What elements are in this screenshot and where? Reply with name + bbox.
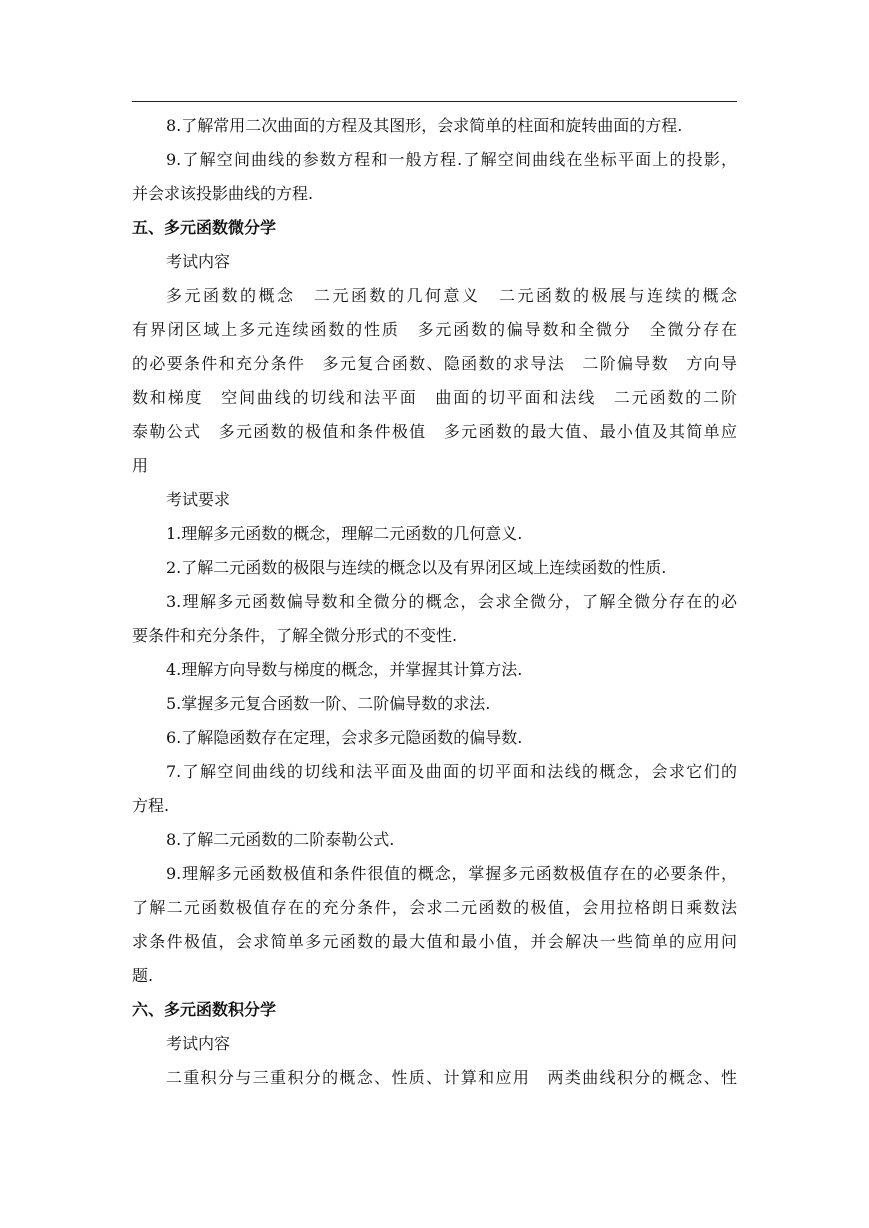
text-line: 的必要条件和充分条件 多元复合函数、隐函数的求导法 二阶偏导数 方向导: [132, 354, 737, 373]
subheading: 考试内容: [166, 1034, 231, 1053]
text-line: 6.了解隐函数存在定理，会求多元隐函数的偏导数.: [166, 728, 523, 747]
text-line: 1.理解多元函数的概念，理解二元函数的几何意义.: [166, 524, 523, 543]
subheading: 考试要求: [166, 490, 231, 509]
text-line: 要条件和充分条件，了解全微分形式的不变性.: [132, 626, 458, 645]
text-line: 数和梯度 空间曲线的切线和法平面 曲面的切平面和法线 二元函数的二阶: [132, 388, 737, 407]
text-line: 题.: [132, 966, 154, 985]
text-line: 2.了解二元函数的极限与连续的概念以及有界闭区域上连续函数的性质.: [166, 558, 667, 577]
header-rule: [132, 101, 737, 102]
text-line: 有界闭区域上多元连续函数的性质 多元函数的偏导数和全微分 全微分存在: [132, 320, 737, 339]
text-line: 二重积分与三重积分的概念、性质、计算和应用 两类曲线积分的概念、性: [166, 1068, 737, 1087]
text-line: 7.了解空间曲线的切线和法平面及曲面的切平面和法线的概念，会求它们的: [166, 762, 737, 781]
text-line: 9.了解空间曲线的参数方程和一般方程.了解空间曲线在坐标平面上的投影，: [166, 150, 737, 169]
text-line: 泰勒公式 多元函数的极值和条件极值 多元函数的最大值、最小值及其简单应: [132, 422, 737, 441]
section-heading: 五、多元函数微分学: [132, 218, 277, 237]
text-line: 方程.: [132, 796, 170, 815]
text-line: 9.理解多元函数极值和条件很值的概念，掌握多元函数极值存在的必要条件，: [166, 864, 737, 883]
text-line: 多元函数的概念 二元函数的几何意义 二元函数的极展与连续的概念: [166, 286, 737, 305]
text-line: 了解二元函数极值存在的充分条件，会求二元函数的极值，会用拉格朗日乘数法: [132, 898, 737, 917]
section-heading: 六、多元函数积分学: [132, 1000, 277, 1019]
document-body: [132, 109, 737, 1095]
text-line: 求条件极值，会求简单多元函数的最大值和最小值，并会解决一些简单的应用问: [132, 932, 737, 951]
text-line: 并会求该投影曲线的方程.: [132, 184, 314, 203]
text-line: 5.掌握多元复合函数一阶、二阶偏导数的求法.: [166, 694, 491, 713]
subheading: 考试内容: [166, 252, 231, 271]
text-line: 4.理解方向导数与梯度的概念，并掌握其计算方法.: [166, 660, 523, 679]
text-line: 用: [132, 456, 149, 475]
text-line: 8.了解常用二次曲面的方程及其图形，会求简单的柱面和旋转曲面的方程.: [166, 116, 683, 135]
text-line: 8.了解二元函数的二阶泰勒公式.: [166, 830, 395, 849]
text-line: 3.理解多元函数偏导数和全微分的概念，会求全微分，了解全微分存在的必: [166, 592, 737, 611]
